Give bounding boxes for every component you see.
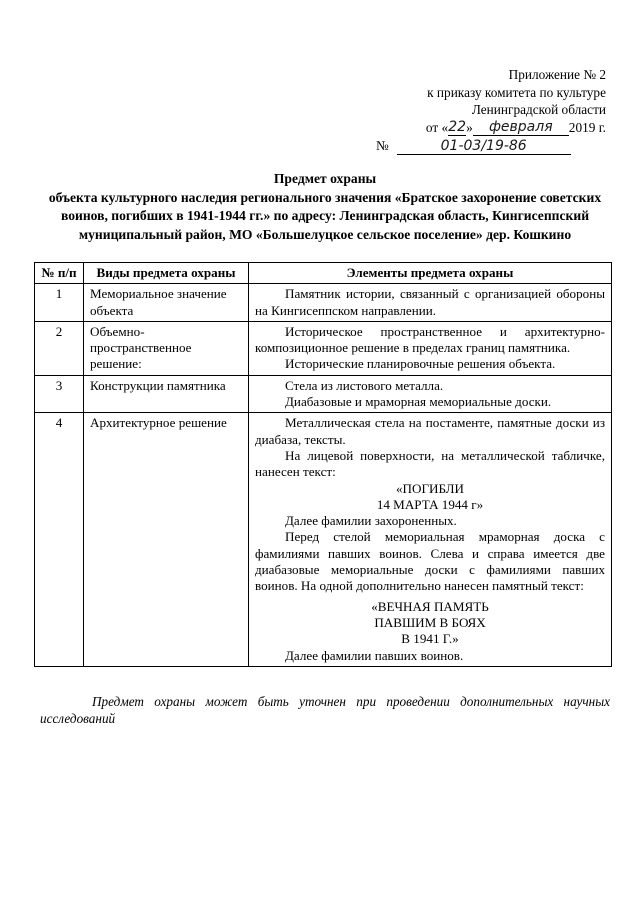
order-region: Ленинградской области [471, 102, 606, 117]
row-number: 4 [35, 413, 84, 666]
order-reference: к приказу комитета по культуре [427, 84, 606, 100]
row-number: 1 [35, 284, 84, 322]
order-number: № 01-03/19-86 [376, 137, 606, 155]
inscription-line: 14 МАРТА 1944 г» [376, 496, 484, 512]
date-day-handwritten: 22 [448, 119, 467, 135]
row-elements: Памятник истории, связанный с организацией обороны на Кингисеппском направлении. [249, 284, 612, 322]
order-number-handwritten: 01-03/19-86 [397, 139, 571, 155]
row-kind: Конструкции памятника [84, 375, 249, 413]
appendix-number: Приложение № 2 [508, 67, 606, 82]
row-kind: Мемориальное значение объекта [84, 284, 249, 322]
table-row [35, 321, 612, 375]
row-elements: Металлическая стела на постаменте, памятные доски из диабаза, тексты. На лицевой поверхности, на металлической табличке, нанесен текст: «ПОГИБЛИ 14 МАРТА 1944 г» Далее фамилии захороненных. Перед стелой мемориальная мраморная доска с фамилиями павших воинов. Слева и справа имеется две диабазовые мемориальные доски с фамилиями павших воинов. На одной дополнительно нанесен памятный текст: «ВЕЧНАЯ ПАМЯТЬ ПАВШИМ В БОЯХ В 1941 Г.» Далее фамилии павших воинов. [249, 413, 612, 666]
footnote: Предмет охраны может быть уточнен при проведении дополнительных научных исследований [40, 694, 610, 726]
appendix-header [376, 66, 606, 155]
table-row [35, 375, 612, 413]
inscription-line: ПАВШИМ В БОЯХ [374, 614, 486, 630]
date-month-handwritten: февраля [473, 120, 569, 136]
row-number: 3 [35, 375, 84, 413]
inscription-line: «ПОГИБЛИ [395, 480, 464, 496]
row-kind: Объемно-пространственное решение: [84, 321, 249, 375]
order-date: от « 22 » февраля 2019 г. [425, 119, 606, 135]
table-row [35, 284, 612, 322]
document-title [40, 170, 610, 244]
row-number: 2 [35, 321, 84, 375]
row-kind: Архитектурное решение [84, 413, 249, 666]
table-header-row [35, 263, 612, 284]
inscription-line: «ВЕЧНАЯ ПАМЯТЬ [371, 598, 489, 614]
header-kind: Виды предмета охраны [84, 263, 249, 284]
row-elements: Стела из листового металла. Диабазовые и мраморная мемориальные доски. [249, 375, 612, 413]
title-object: объекта культурного наследия регионального значения «Братское захоронение советских воинов, погибших в 1941-1944 гг.» по адресу: Ленинградская область, Кингисеппский муниципальный район, МО «Большелуцкое сельское поселение» дер. Кошкино [48, 189, 602, 242]
row-elements: Историческое пространственное и архитектурно-композиционное решение в пределах границ памятника. Исторические планировочные решения объекта. [249, 321, 612, 375]
header-elements: Элементы предмета охраны [249, 263, 612, 284]
protection-table [34, 262, 612, 667]
inscription-line: В 1941 Г.» [401, 631, 459, 647]
title-heading: Предмет охраны [273, 171, 377, 186]
table-row [35, 413, 612, 666]
header-number: № п/п [35, 263, 84, 284]
